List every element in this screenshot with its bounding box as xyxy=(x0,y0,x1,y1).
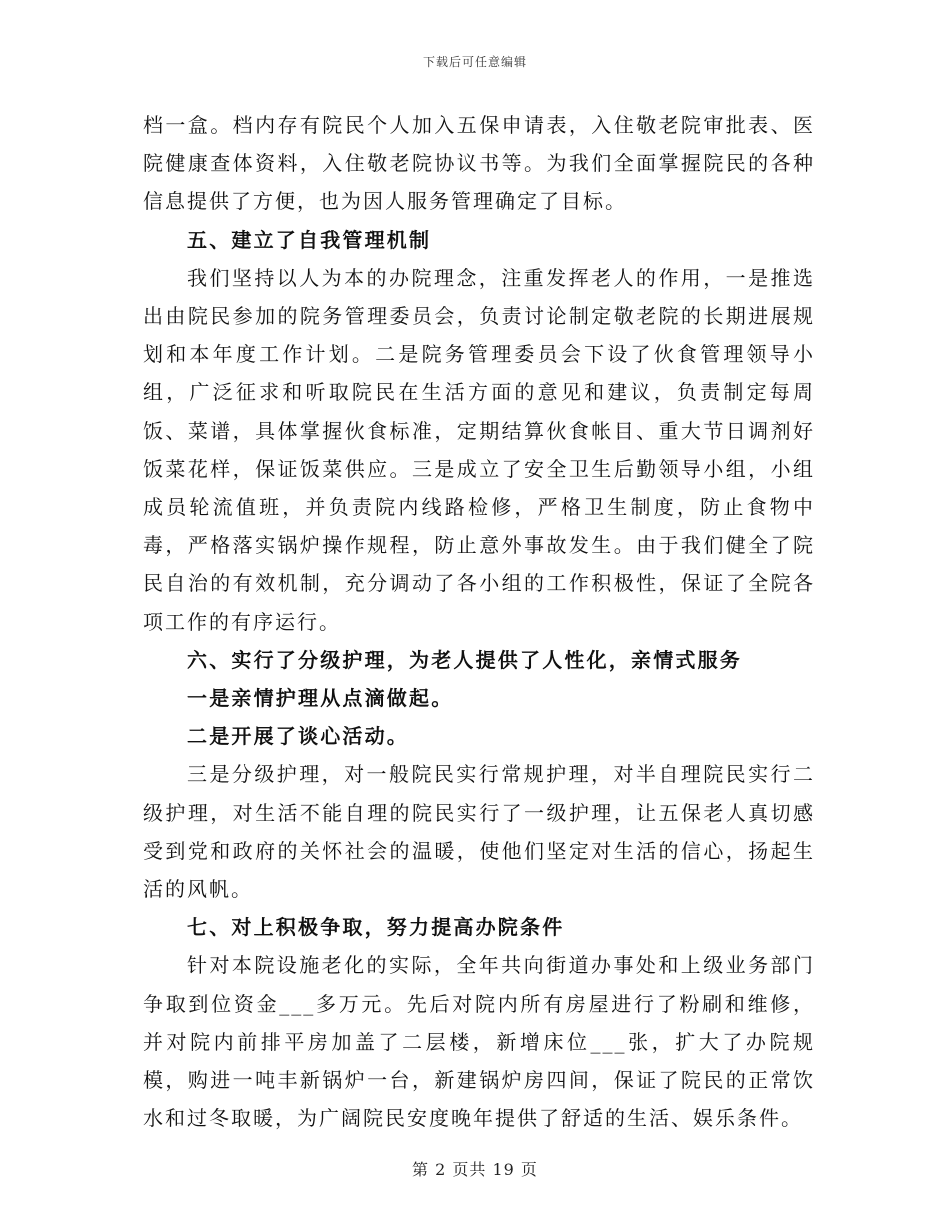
page-header: 下载后可任意编辑 xyxy=(422,55,527,69)
subheading-care-2: 二是开展了谈心活动。 xyxy=(187,724,409,749)
section-heading-7: 七、对上积极争取，努力提高办院条件 xyxy=(187,915,565,940)
document-body xyxy=(143,106,815,1137)
page-number: 第 2 页共 19 页 xyxy=(412,1160,538,1179)
paragraph-self-management: 我们坚持以人为本的办院理念，注重发挥老人的作用，一是推选出由院民参加的院务管理委员会，负责讨论制定敬老院的长期进展规划和本年度工作计划。二是院务管理委员会下设了伙食管理领导小组，广泛征求和听取院民在生活方面的意见和建议，负责制定每周饭、菜谱，具体掌握伙食标准，定期结算伙食帐目、重大节日调剂好饭菜花样，保证饭菜供应。三是成立了安全卫生后勤领导小组，小组成员轮流值班，并负责院内线路检修，严格卫生制度，防止食物中毒，严格落实锅炉操作规程，防止意外事故发生。由于我们健全了院民自治的有效机制，充分调动了各小组的工作积极性，保证了全院各项工作的有序运行。 xyxy=(143,265,815,634)
paragraph-facilities: 针对本院设施老化的实际，全年共向街道办事处和上级业务部门争取到位资金___多万元。先后对院内所有房屋进行了粉刷和维修，并对院内前排平房加盖了二层楼，新增床位___张，扩大了办院规模，购进一吨丰新锅炉一台，新建锅炉房四间，保证了院民的正常饮水和过冬取暖，为广阔院民安度晚年提供了舒适的生活、娱乐条件。 xyxy=(143,953,815,1131)
section-heading-6: 六、实行了分级护理，为老人提供了人性化，亲情式服务 xyxy=(187,647,742,672)
section-heading-5: 五、建立了自我管理机制 xyxy=(187,227,432,252)
subheading-care-1: 一是亲情护理从点滴做起。 xyxy=(187,686,454,711)
paragraph-graded-care: 三是分级护理，对一般院民实行常规护理，对半自理院民实行二级护理，对生活不能自理的院民实行了一级护理，让五保老人真切感受到党和政府的关怀社会的温暖，使他们坚定对生活的信心，扬起生活的风帆。 xyxy=(143,762,815,902)
paragraph-archive: 档一盒。档内存有院民个人加入五保申请表，入住敬老院审批表、医院健康查体资料，入住敬老院协议书等。为我们全面掌握院民的各种信息提供了方便，也为因人服务管理确定了目标。 xyxy=(143,113,815,214)
